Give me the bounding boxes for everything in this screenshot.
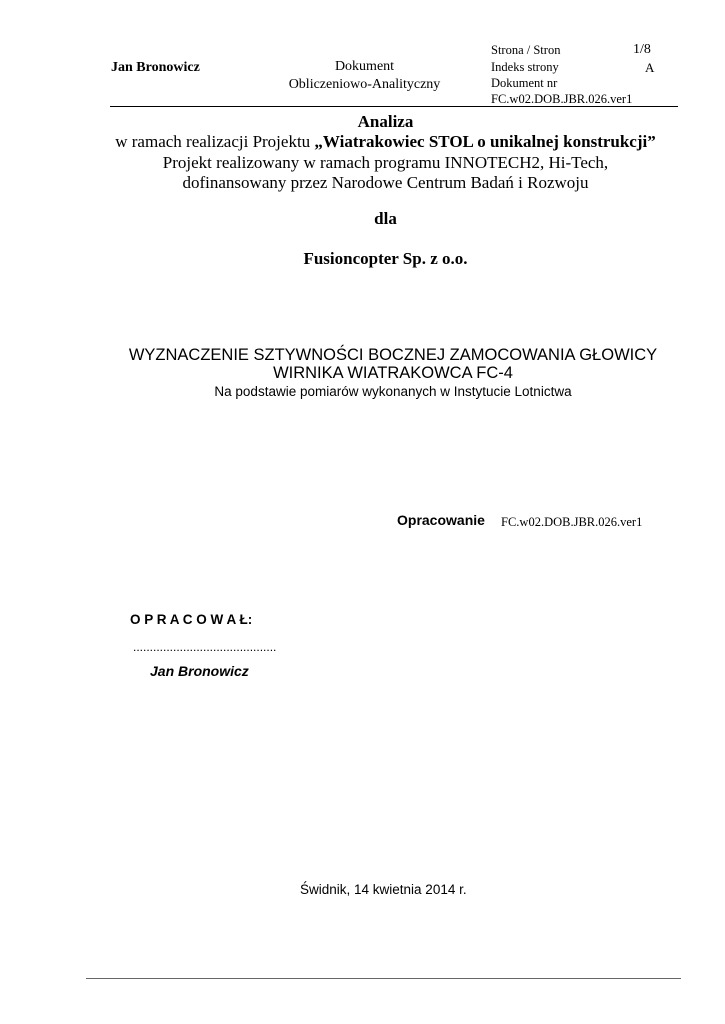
- analysis-heading: Analiza: [357, 112, 414, 131]
- page-count-value: 1/8: [633, 42, 651, 57]
- main-title-line1: WYZNACZENIE SZTYWNOŚCI BOCZNEJ ZAMOCOWANIA GŁOWICY: [128, 346, 658, 364]
- place-and-date: Świdnik, 14 kwietnia 2014 r.: [300, 882, 467, 897]
- document-number-value: FC.w02.DOB.JBR.026.ver1: [491, 92, 633, 106]
- project-line: [23, 131, 725, 152]
- project-name: „Wiatrakowiec STOL o unikalnej konstrukcji”: [314, 132, 656, 151]
- prepared-by-label: O P R A C O W A Ł:: [130, 612, 253, 627]
- header-divider: [110, 106, 678, 107]
- company-name: Fusioncopter Sp. z o.o.: [303, 249, 468, 268]
- opracowanie-label: Opracowanie: [397, 512, 485, 528]
- page-count-label: Strona / Stron: [491, 43, 561, 57]
- header-document-type: [262, 58, 467, 94]
- footer-divider: [86, 978, 681, 979]
- program-line: Projekt realizowany w ramach programu INNOTECH2, Hi-Tech,: [162, 153, 609, 172]
- signature-line: ...........................................: [133, 640, 277, 654]
- page-index-label: Indeks strony: [491, 60, 559, 74]
- header-doc-line1: Dokument: [334, 59, 395, 74]
- main-title-line2: WIRNIKA WIATRAKOWCA FC-4: [273, 364, 513, 382]
- header-author: Jan Bronowicz: [111, 60, 200, 75]
- funding-line: dofinansowany przez Narodowe Centrum Badań i Rozwoju: [182, 173, 589, 192]
- page-index-value: A: [645, 60, 655, 75]
- opracowanie-value: FC.w02.DOB.JBR.026.ver1: [501, 515, 643, 529]
- document-number-label: Dokument nr: [491, 76, 558, 90]
- project-prefix: w ramach realizacji Projektu: [115, 132, 315, 151]
- main-subtitle: Na podstawie pomiarów wykonanych w Instytucie Lotnictwa: [214, 384, 572, 399]
- for-label: dla: [374, 209, 397, 228]
- header-doc-line2: Obliczeniowo-Analityczny: [288, 77, 441, 92]
- signatory-name: Jan Bronowicz: [150, 663, 249, 679]
